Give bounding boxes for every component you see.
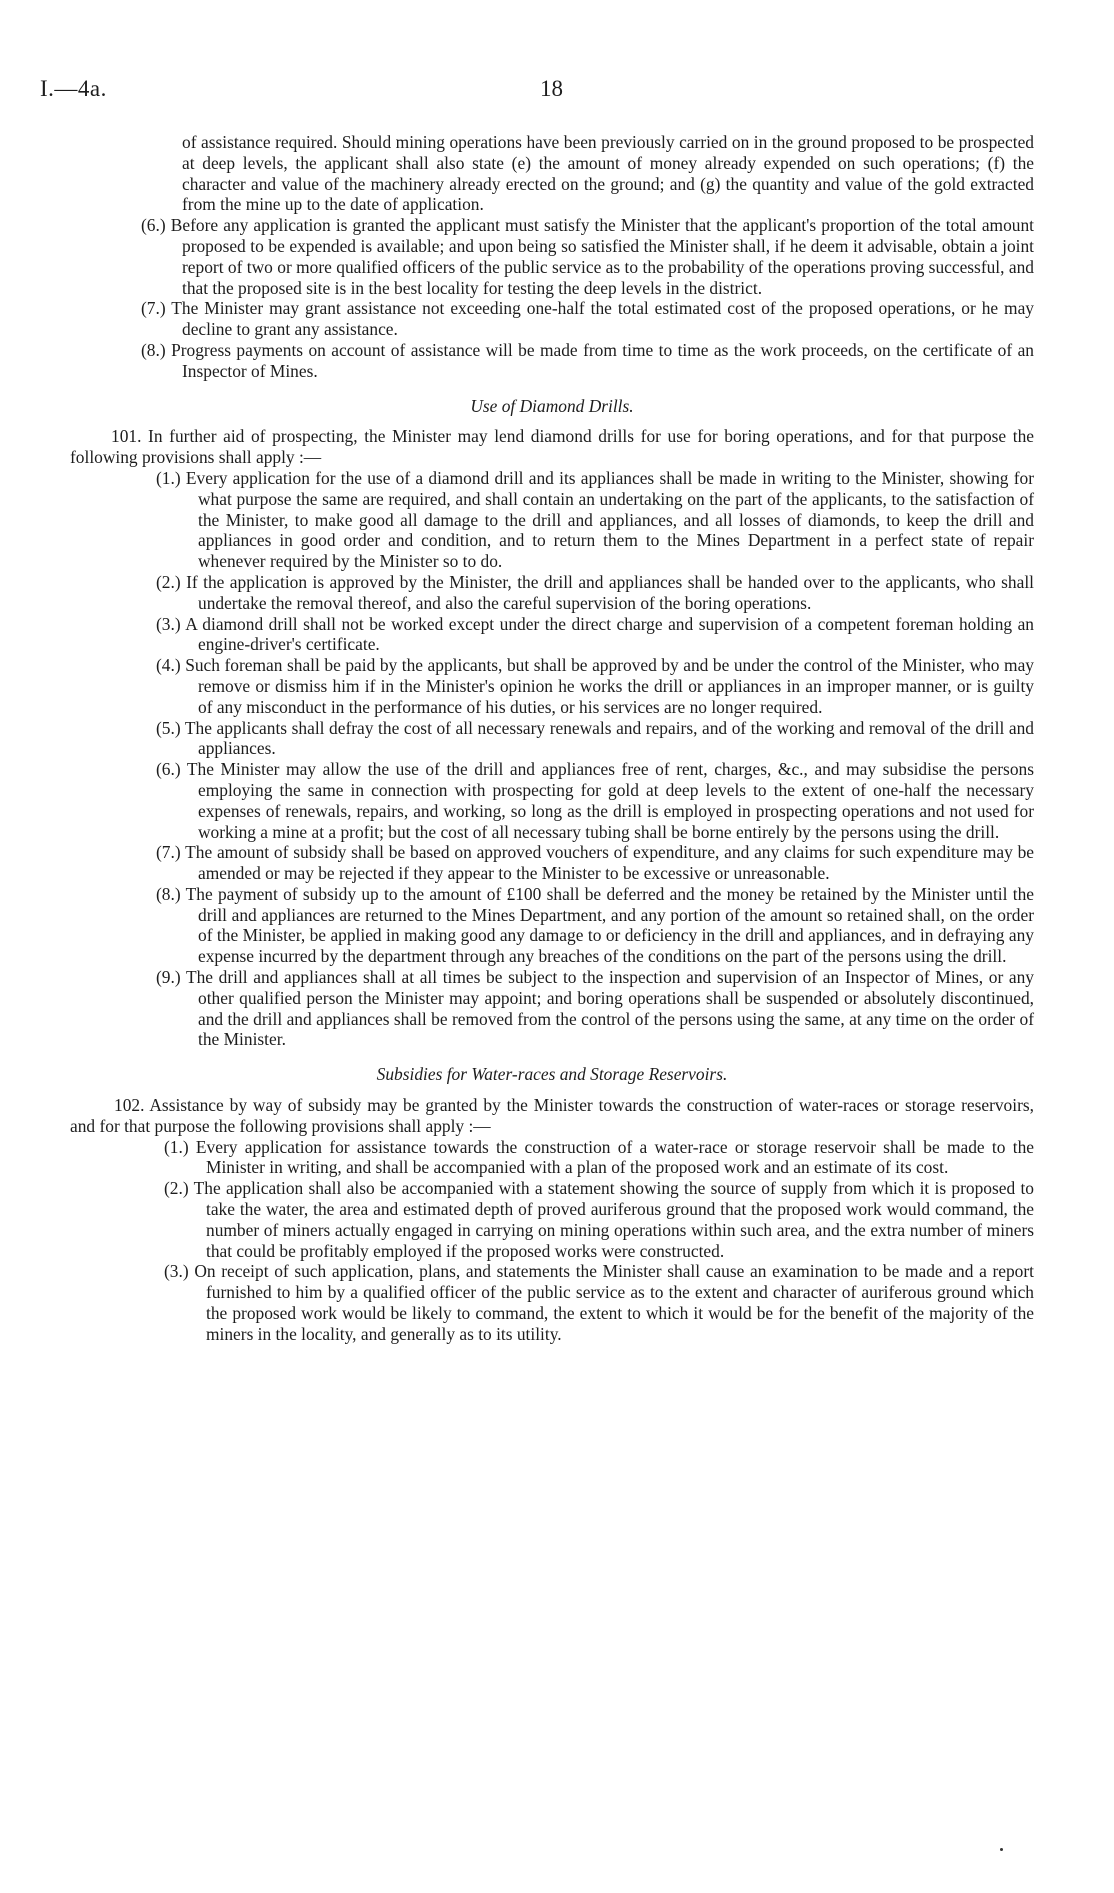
- section-102-heading: Subsidies for Water-races and Storage Reservoirs.: [376, 1064, 728, 1085]
- section-101-item-4: [70, 655, 1034, 717]
- item-text: The application shall also be accompanied with a statement showing the source of supply from which it is proposed to take the water, the area and estimated depth of proved auriferous ground that the proposed work would command, the number of miners actually engaged in carrying on mining operations within such area, and the extra number of miners that could be profitably employed if the proposed works were constructed.: [193, 1178, 1034, 1261]
- item-text: Before any application is granted the applicant must satisfy the Minister that the applicant's proportion of the total amount proposed to be expended is available; and upon being so satisfied the Minister shall, if he deem it advisable, obtain a joint report of two or more qualified officers of the public service as to the probability of the operations proving successful, and that the proposed site is in the best locality for testing the deep levels in the district.: [170, 215, 1034, 298]
- item-text: The applicants shall defray the cost of all necessary renewals and repairs, and of the working and removal of the drill and appliances.: [184, 717, 1034, 759]
- section-101-item-2: [70, 572, 1034, 614]
- item-number: (4.): [156, 655, 181, 676]
- section-101-item-8: [70, 884, 1034, 967]
- item-text: The amount of subsidy shall be based on approved vouchers of expenditure, and any claims for such expenditure may be amended or may be rejected if they appear to the Minister to be excessive or unreasonable.: [185, 842, 1034, 884]
- item-text: On receipt of such application, plans, and statements the Minister shall cause an examination to be made and a report furnished to him by a qualified officer of the public service as to the extent and character of auriferous ground which the proposed work would be likely to command, the extent to which it would be for the benefit of the majority of the miners in the locality, and generally as to its utility.: [194, 1261, 1034, 1344]
- section-100-continuation: of assistance required. Should mining operations have been previously carried on in the ground proposed to be prospected at deep levels, the applicant shall also state (e) the amount of money already expended on such operations; (f) the character and value of the machinery already erected on the ground; and (g) the quantity and value of the gold extracted from the mine up to the date of application.: [182, 132, 1034, 215]
- section-101-item-7: [70, 842, 1034, 884]
- page-body: [70, 132, 1034, 1345]
- item-number: (3.): [164, 1261, 189, 1282]
- section-102-item-2: [70, 1178, 1034, 1261]
- item-number: (8.): [141, 339, 166, 360]
- item-number: (2.): [164, 1178, 189, 1199]
- section-101-intro: 101. In further aid of prospecting, the Minister may lend diamond drills for use for boring operations, and for that purpose the following provisions shall apply :—: [70, 426, 1034, 468]
- section-101-item-3: [70, 614, 1034, 656]
- item-number: (6.): [141, 215, 166, 236]
- item-number: (1.): [164, 1136, 189, 1157]
- section-100-item-6: [70, 215, 1034, 298]
- item-number: (7.): [141, 298, 166, 319]
- item-text: A diamond drill shall not be worked except under the direct charge and supervision of a competent foreman holding an engine-driver's certificate.: [185, 613, 1035, 655]
- item-number: (5.): [156, 717, 181, 738]
- section-102-intro: 102. Assistance by way of subsidy may be granted by the Minister towards the construction of water-races or storage reservoirs, and for that purpose the following provisions shall apply :—: [70, 1095, 1034, 1136]
- item-text: The payment of subsidy up to the amount of £100 shall be deferred and the money be retained by the Minister until the drill and appliances are returned to the Mines Department, and any portion of the amount so retained shall, on the order of the Minister, be applied in making good any damage to or deficiency in the drill and appliances, and in defraying any expense incurred by the department through any breaches of the conditions on the part of the persons using the drill.: [185, 883, 1034, 967]
- page-number: 18: [540, 76, 563, 101]
- item-number: (9.): [156, 967, 181, 988]
- section-102-item-3: [70, 1261, 1034, 1344]
- item-number: (7.): [156, 842, 181, 863]
- item-text: Such foreman shall be paid by the applicants, but shall be approved by and be under the control of the Minister, who may remove or dismiss him if in the Minister's opinion he works the drill or appliances in an improper manner, or is guilty of any misconduct in the performance of his duties, or his services are no longer required.: [185, 655, 1034, 717]
- section-100-item-7: [70, 298, 1034, 340]
- section-101-item-6: [70, 759, 1034, 842]
- item-text: Every application for the use of a diamond drill and its appliances shall be made in writing to the Minister, showing for what purpose the same are required, and shall contain an undertaking on the part of the applicants, to the satisfaction of the Minister, to make good all damage to the drill and appliances, and all losses of diamonds, to keep the drill and appliances in good order and condition, and to return them to the Mines Department in a perfect state of repair whenever required by the Minister so to do.: [185, 467, 1034, 572]
- section-101-item-1: [70, 468, 1034, 572]
- section-101-item-9: [70, 967, 1034, 1050]
- item-number: (6.): [156, 759, 181, 780]
- section-100-item-8: [70, 340, 1034, 382]
- item-number: (3.): [156, 613, 181, 634]
- item-text: If the application is approved by the Minister, the drill and appliances shall be handed over to the applicants, who shall undertake the removal thereof, and also the careful supervision of the boring operations.: [186, 571, 1034, 613]
- item-text: The drill and appliances shall at all times be subject to the inspection and supervision of an Inspector of Mines, or any other qualified person the Minister may appoint; and boring operations shall be suspended or absolutely discontinued, and the drill and appliances shall be removed from the control of the persons using the same, at any time on the order of the Minister.: [185, 967, 1034, 1050]
- item-number: (2.): [156, 571, 181, 592]
- parliamentary-paper-reference: I.—4a.: [40, 76, 107, 101]
- section-101-heading: Use of Diamond Drills.: [470, 395, 634, 416]
- item-text: Every application for assistance towards the construction of a water-race or storage reservoir shall be made to the Minister in writing, and shall be accompanied with a plan of the proposed work and an estimate of its cost.: [195, 1136, 1034, 1178]
- item-text: The Minister may grant assistance not exceeding one-half the total estimated cost of the proposed operations, or he may decline to grant any assistance.: [171, 298, 1034, 340]
- item-text: Progress payments on account of assistance will be made from time to time as the work proceeds, on the certificate of an Inspector of Mines.: [171, 339, 1034, 381]
- item-number: (8.): [156, 883, 181, 904]
- section-102-item-1: [70, 1137, 1034, 1179]
- item-text: The Minister may allow the use of the drill and appliances free of rent, charges, &c., and may subsidise the persons employing the same in connection with prospecting for gold at deep levels to the extent of one-half the necessary expenses of renewals, repairs, and working, so long as the drill is employed in prospecting operations and not used for working a mine at a profit; but the cost of all necessary tubing shall be borne entirely by the persons using the drill.: [186, 759, 1034, 842]
- print-speck: [1000, 1848, 1003, 1851]
- section-101-item-5: [70, 718, 1034, 760]
- item-number: (1.): [156, 467, 181, 488]
